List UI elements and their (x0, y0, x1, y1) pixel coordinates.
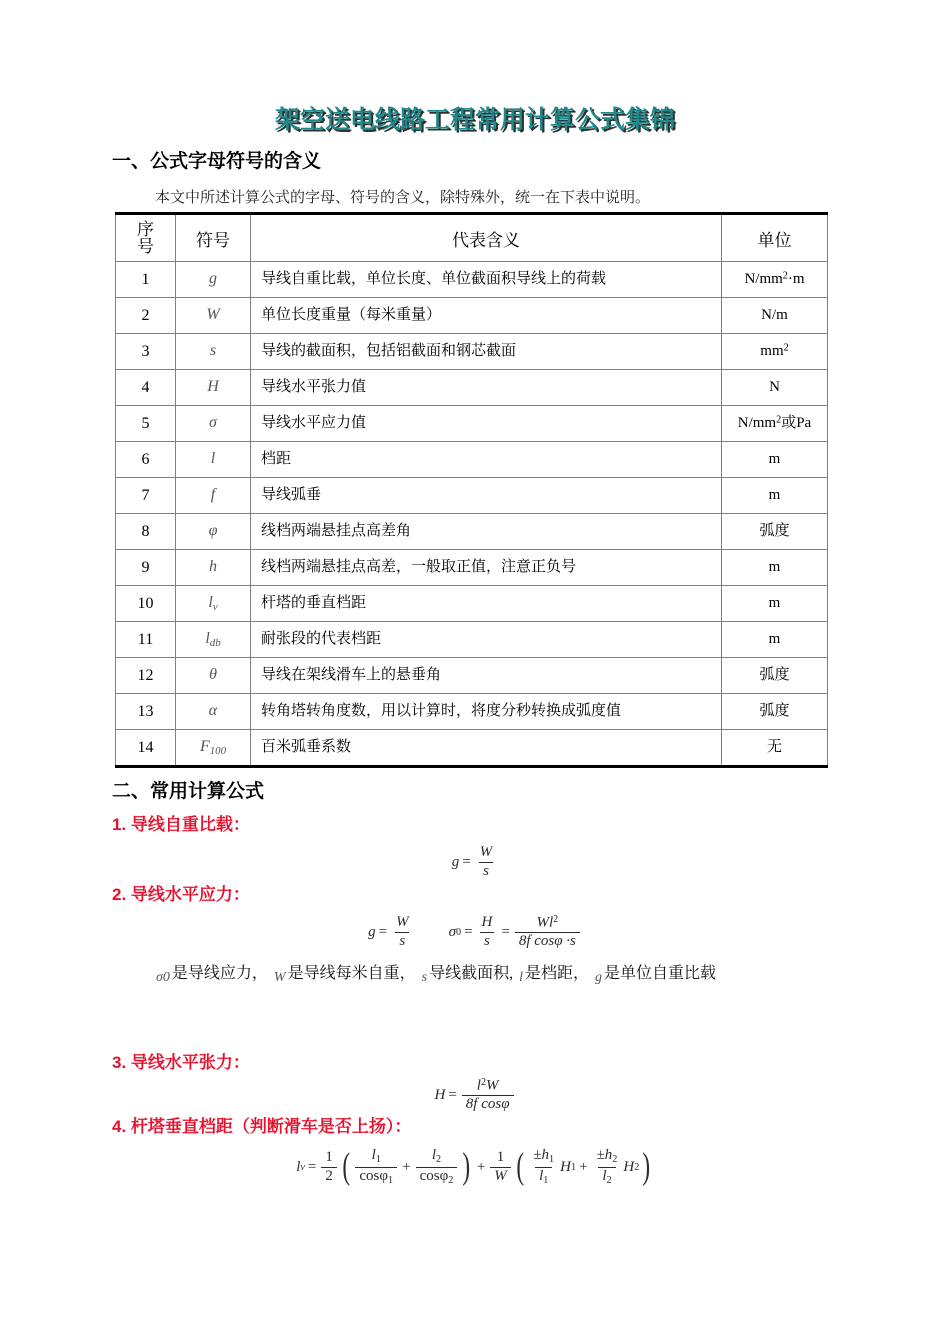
cell-no: 13 (116, 694, 176, 730)
formula-4-plus-1: + (402, 1158, 411, 1175)
cell-symbol: f (176, 478, 251, 514)
formula-4-term-3-tail-sub: 1 (570, 1161, 577, 1173)
cell-symbol: $F_{100}$ (176, 730, 251, 767)
cell-unit: 弧度 (722, 658, 828, 694)
formula-4-term-4-numerator: $\pm h_2$ (596, 1147, 618, 1165)
cell-unit: m (722, 442, 828, 478)
formula-4-lhs: l (296, 1158, 301, 1175)
cell-unit: m (722, 478, 828, 514)
formula-heading-1: 1. 导线自重比载： (112, 815, 250, 834)
explain-var-l: l (519, 970, 523, 986)
cell-symbol: g (176, 262, 251, 298)
cell-meaning: 转角塔转角度数，用以计算时，将度分秒转换成弧度值 (251, 694, 722, 730)
cell-symbol: W (176, 298, 251, 334)
formula-4-equals: = (307, 1158, 317, 1175)
cell-symbol: α (176, 694, 251, 730)
formula-4-term-2-denominator: cosφ$_2$ (416, 1167, 458, 1187)
formula-2a-denominator: s (395, 932, 409, 950)
cell-meaning: 档距 (251, 442, 722, 478)
table-row (116, 478, 828, 514)
formula-4-inv-denominator: W (490, 1167, 511, 1185)
cell-no: 5 (116, 406, 176, 442)
cell-symbol: H (176, 370, 251, 406)
table-row (116, 586, 828, 622)
cell-no: 12 (116, 658, 176, 694)
cell-symbol: $l_v$ (176, 586, 251, 622)
formula-3-fraction (462, 1078, 514, 1113)
table-header-row (116, 214, 828, 262)
formula-3-numerator: $l^2W$ (476, 1077, 499, 1094)
cell-symbol: $l_{db}$ (176, 622, 251, 658)
cell-symbol: φ (176, 514, 251, 550)
cell-unit: 无 (722, 730, 828, 767)
explain-text-1: 是导线应力， (171, 965, 268, 982)
formula-2b-equals-2: = (501, 924, 510, 941)
formula-2b-numerator-2: Wl$^2$ (536, 914, 559, 931)
formula-4 (0, 1148, 950, 1186)
cell-symbol: l (176, 442, 251, 478)
cell-unit: 弧度 (722, 514, 828, 550)
cell-meaning: 百米弧垂系数 (251, 730, 722, 767)
table-row (116, 442, 828, 478)
formula-4-term-3 (529, 1148, 558, 1186)
cell-no: 10 (116, 586, 176, 622)
formula-4-open-paren-2: ( (516, 1146, 524, 1188)
formula-3-denominator: 8f cosφ (462, 1095, 514, 1113)
cell-meaning: 杆塔的垂直档距 (251, 586, 722, 622)
formula-4-term-4 (593, 1148, 622, 1186)
explain-text-2: 是导线每米自重， (287, 965, 416, 982)
table-row (116, 622, 828, 658)
table-row (116, 334, 828, 370)
formula-2-explanation (112, 960, 852, 991)
cell-unit: m (722, 586, 828, 622)
formula-2b-numerator-1: H (481, 914, 493, 931)
cell-meaning: 线档两端悬挂点高差角 (251, 514, 722, 550)
cell-no: 8 (116, 514, 176, 550)
formula-1-numerator: W (479, 844, 493, 860)
cell-meaning: 导线自重比载，单位长度、单位截面积导线上的荷载 (251, 262, 722, 298)
formula-3 (0, 1078, 950, 1113)
formula-4-lhs-sub: v (300, 1161, 305, 1173)
formula-2a-fraction (392, 915, 413, 950)
explain-text-4: 是档距， (524, 965, 589, 982)
table-row (116, 550, 828, 586)
formula-2b-denominator-1: s (480, 932, 494, 950)
formula-2b-equals-1: = (464, 924, 473, 941)
formula-4-close-paren-2: ) (642, 1146, 651, 1188)
formula-4-term-3-tail: H (560, 1158, 571, 1175)
cell-no: 1 (116, 262, 176, 298)
table-row (116, 658, 828, 694)
formula-3-lhs: H (434, 1087, 446, 1104)
cell-meaning: 导线的截面积，包括铝截面和钢芯截面 (251, 334, 722, 370)
explain-var-s: s (421, 970, 428, 986)
cell-no: 14 (116, 730, 176, 767)
formula-1-equals: = (462, 853, 471, 870)
cell-symbol: s (176, 334, 251, 370)
table-row (116, 694, 828, 730)
formula-4-term-4-tail: H (623, 1158, 635, 1175)
section1-intro-text: 本文中所述计算公式的字母、符号的含义，除特殊外，统一在下表中说明。 (155, 190, 651, 206)
cell-unit: N/m (722, 298, 828, 334)
cell-unit: $mm^2$ (722, 334, 828, 370)
formula-4-term-1-denominator: cosφ$_1$ (355, 1167, 397, 1187)
table-row (116, 730, 828, 767)
cell-meaning: 耐张段的代表档距 (251, 622, 722, 658)
cell-no: 6 (116, 442, 176, 478)
formula-4-term-2-numerator: $l_2$ (431, 1147, 442, 1165)
formula-1-denominator: s (479, 862, 493, 880)
explain-var-g: g (594, 970, 602, 986)
explain-var-sigma: σ0 (156, 970, 170, 986)
formula-4-inv-numerator: 1 (496, 1148, 505, 1165)
table-row (116, 298, 828, 334)
cell-unit: $N/mm^2$或Pa (722, 406, 828, 442)
cell-symbol: θ (176, 658, 251, 694)
formula-3-equals: = (448, 1087, 457, 1104)
column-header-no (116, 214, 176, 262)
formula-4-plus-2: + (476, 1158, 486, 1175)
cell-meaning: 导线水平应力值 (251, 406, 722, 442)
cell-meaning: 导线水平张力值 (251, 370, 722, 406)
table-row (116, 370, 828, 406)
formula-2b-fraction-1 (478, 915, 497, 950)
section-heading-2: 二、常用计算公式 (112, 781, 265, 802)
formula-4-plus-3: + (579, 1158, 588, 1175)
formula-heading-4: 4. 杆塔垂直档距（判断滑车是否上扬）： (112, 1117, 412, 1136)
formula-2b-lhs: σ (448, 924, 456, 941)
cell-no: 4 (116, 370, 176, 406)
cell-unit: N (722, 370, 828, 406)
column-header-unit: 单位 (722, 214, 828, 262)
formula-heading-2: 2. 导线水平应力： (112, 885, 250, 904)
cell-unit: m (722, 550, 828, 586)
cell-meaning: 导线弧垂 (251, 478, 722, 514)
formula-4-term-3-numerator: $\pm h_1$ (533, 1147, 555, 1165)
table-body (116, 262, 828, 767)
formula-4-close-paren-1: ) (462, 1146, 471, 1188)
column-header-no-line2: 号 (137, 237, 154, 256)
cell-no: 11 (116, 622, 176, 658)
column-header-no-line1: 序 (137, 220, 154, 239)
formula-4-half-numerator: 1 (325, 1148, 333, 1165)
formula-2b-lhs-sub: 0 (455, 927, 462, 939)
symbol-definition-table (115, 212, 828, 768)
formula-1-fraction (476, 845, 497, 880)
explain-var-w: W (273, 970, 286, 986)
formula-4-term-2 (416, 1148, 458, 1186)
table-row (116, 262, 828, 298)
formula-4-term-1-numerator: $l_1$ (371, 1147, 381, 1165)
cell-meaning: 导线在架线滑车上的悬垂角 (251, 658, 722, 694)
formula-2b-denominator-2: 8f cosφ ·s (515, 932, 580, 950)
cell-symbol: h (176, 550, 251, 586)
formula-2 (0, 915, 950, 950)
column-header-meaning: 代表含义 (251, 214, 722, 262)
formula-4-term-1 (355, 1148, 397, 1186)
formula-4-inverse-w (490, 1150, 511, 1185)
cell-meaning: 线档两端悬挂点高差，一般取正值，注意正负号 (251, 550, 722, 586)
explain-text-5: 是单位自重比载 (603, 965, 716, 982)
formula-2a-equals: = (378, 924, 388, 941)
formula-4-open-paren-1: ( (342, 1146, 350, 1188)
explain-text-3: 导线截面积, (429, 965, 514, 982)
cell-unit: $N/mm^2\cdot m$ (722, 262, 828, 298)
cell-meaning: 单位长度重量（每米重量） (251, 298, 722, 334)
formula-2b-fraction-2 (515, 915, 580, 950)
table-row (116, 514, 828, 550)
formula-4-term-4-tail-sub: 2 (634, 1161, 640, 1173)
page-title: 架空送电线路工程常用计算公式集锦 (274, 106, 675, 134)
cell-no: 7 (116, 478, 176, 514)
cell-no: 9 (116, 550, 176, 586)
cell-unit: 弧度 (722, 694, 828, 730)
formula-4-term-4-denominator: $l_2$ (598, 1167, 615, 1187)
cell-unit: m (722, 622, 828, 658)
formula-1 (0, 845, 950, 880)
formula-heading-3: 3. 导线水平张力： (112, 1053, 250, 1072)
formula-2a-numerator: W (396, 914, 409, 931)
formula-4-half-denominator: 2 (321, 1167, 337, 1185)
table-row (116, 406, 828, 442)
formula-1-lhs: g (451, 853, 460, 870)
formula-4-term-3-denominator: $l_1$ (535, 1167, 552, 1187)
cell-no: 3 (116, 334, 176, 370)
formula-4-half (321, 1150, 337, 1185)
formula-2a-lhs: g (368, 924, 376, 941)
cell-no: 2 (116, 298, 176, 334)
section-heading-1: 一、公式字母符号的含义 (112, 151, 322, 172)
cell-symbol: σ (176, 406, 251, 442)
column-header-symbol: 符号 (176, 214, 251, 262)
